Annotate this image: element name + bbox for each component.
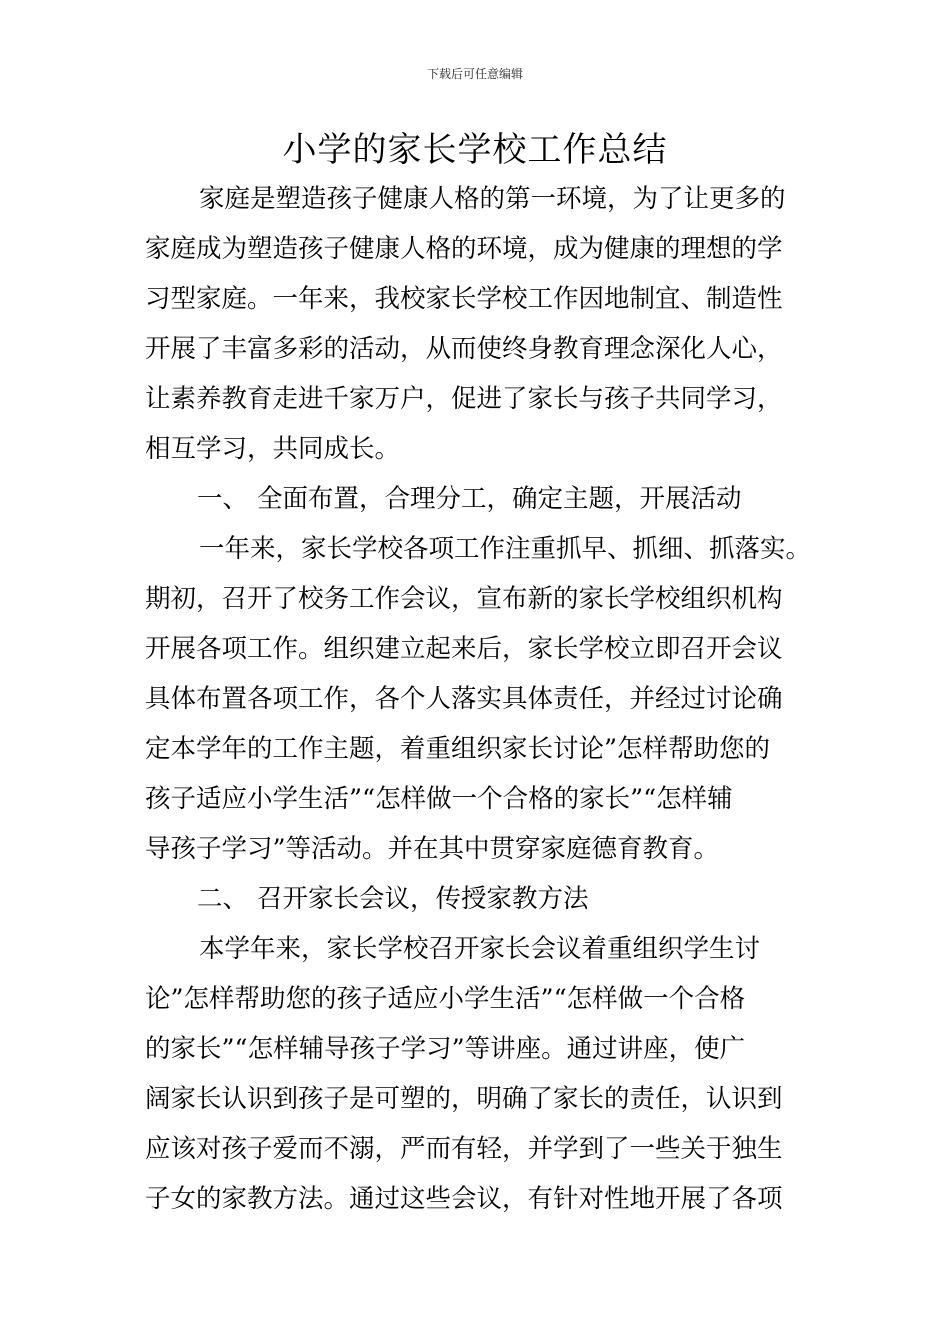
paragraph-line: 相互学习，共同成长。	[145, 434, 401, 464]
section-heading	[145, 482, 877, 516]
section-heading-text: 全面布置，合理分工，确定主题，开展活动	[257, 484, 742, 514]
header-note: 下载后可任意编辑	[426, 67, 523, 81]
section-heading-text: 召开家长会议，传授家教方法	[257, 884, 589, 914]
paragraph-line: 开展了丰富多彩的活动，从而使终身教育理念深化人心，	[145, 334, 783, 364]
paragraph-line: 开展各项工作。组织建立起来后，家长学校立即召开会议	[145, 634, 783, 664]
paragraph-line: 习型家庭。一年来，我校家长学校工作因地制宜、制造性	[145, 284, 783, 314]
paragraph-line: 具体布置各项工作，各个人落实具体责任，并经过讨论确	[145, 684, 783, 714]
paragraph-line: 子女的家教方法。通过这些会议，有针对性地开展了各项	[145, 1184, 783, 1214]
paragraph-line: 期初，召开了校务工作会议，宣布新的家长学校组织机构	[145, 584, 783, 614]
paragraph-line: 家庭是塑造孩子健康人格的第一环境，为了让更多的	[199, 184, 786, 214]
paragraph-line: 孩子适应小学生活”“怎样做一个合格的家长”“怎样辅	[145, 784, 733, 814]
paragraph-line: 定本学年的工作主题，着重组织家长讨论”怎样帮助您的	[145, 734, 771, 764]
paragraph-line: 阔家长认识到孩子是可塑的，明确了家长的责任，认识到	[145, 1084, 783, 1114]
paragraph-line: 导孩子学习”等活动。并在其中贯穿家庭德育教育。	[145, 834, 720, 864]
paragraph-line: 应该对孩子爱而不溺，严而有轻，并学到了一些关于独生	[145, 1134, 783, 1164]
section-heading	[145, 882, 877, 916]
document-title: 小学的家长学校工作总结	[282, 130, 668, 170]
section-number: 一、	[197, 484, 249, 514]
paragraph-line: 让素养教育走进千家万户，促进了家长与孩子共同学习，	[145, 384, 783, 414]
paragraph-line: 一年来，家长学校各项工作注重抓早、抓细、抓落实。	[199, 534, 812, 564]
paragraph-line: 家庭成为塑造孩子健康人格的环境，成为健康的理想的学	[145, 234, 783, 264]
paragraph-line: 论”怎样帮助您的孩子适应小学生活”“怎样做一个合格	[145, 984, 746, 1014]
section-number: 二、	[197, 884, 249, 914]
paragraph-line: 的家长”“怎样辅导孩子学习”等讲座。通过讲座，使广	[145, 1034, 746, 1064]
paragraph-line: 本学年来，家长学校召开家长会议着重组织学生讨	[199, 934, 761, 964]
